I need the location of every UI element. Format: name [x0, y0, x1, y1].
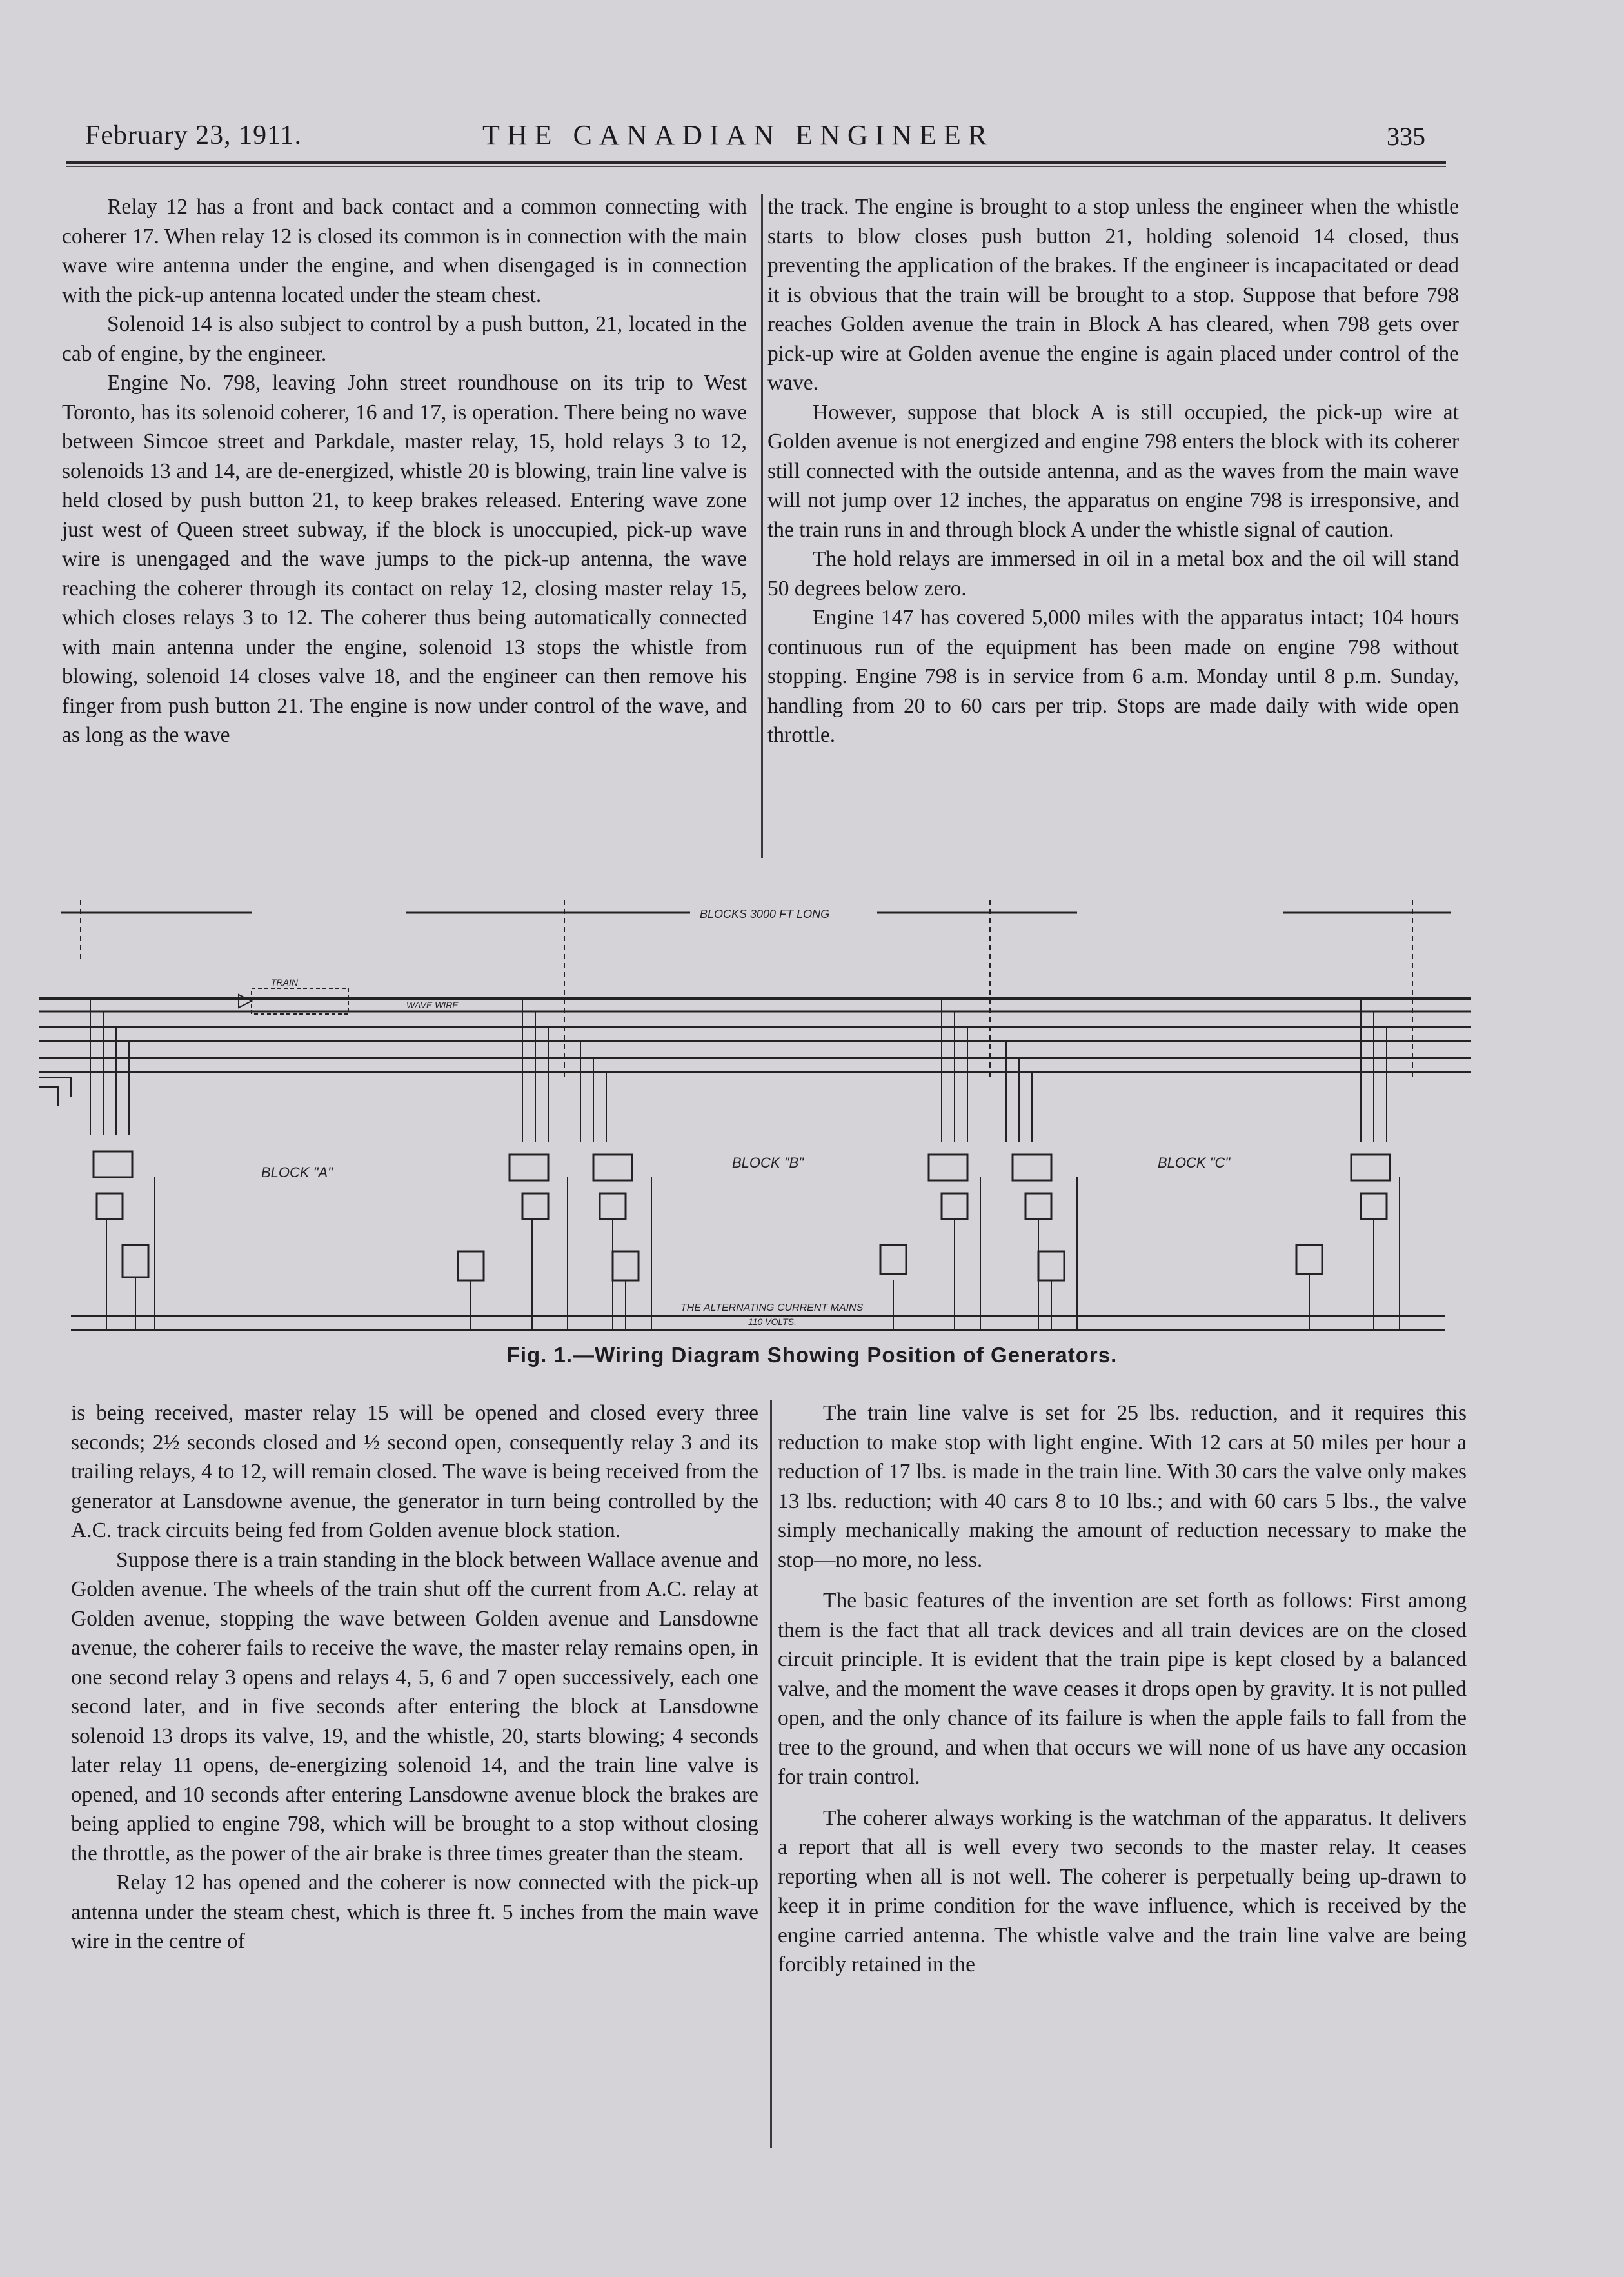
block-b-label: BLOCK "B"	[732, 1155, 804, 1171]
paragraph: Engine 147 has covered 5,000 miles with the apparatus intact; 104 hours continuous run of the equipment has been made on engine 798 without stopping. Engine 798 is in service from 6 a.m. Monday until 8 p.m. Sunday, handling from 20 to 60 cars per trip. Stops are made daily with wide open throttle.	[767, 606, 1459, 747]
paragraph: Engine No. 798, leaving John street roundhouse on its trip to West Toronto, has its solenoid coherer, 16 and 17, is operation. There being no wave between Simcoe street and Parkdale, master relay, 15, hold relays 3 to 12, solenoids 13 and 14, are de-energized, whistle 20 is blowing, train line valve is held closed by push button 21, to keep brakes released. Entering wave zone just west of Queen street subway, if the block is unoccupied, pick-up wave wire is unengaged and the wave jumps to the pick-up antenna, the wave reaching the coherer through its contact on relay 12, closing master relay 15, which closes relays 3 to 12. The coherer thus being automatically connected with main antenna under the engine, solenoid 13 stops the whistle from blowing, solenoid 14 closes valve 18, and the engineer can then remove his finger from push button 21. The engine is now under control of the wave, and as long as the wave	[62, 371, 747, 747]
column-divider	[761, 194, 763, 858]
page-number: 335	[1387, 122, 1425, 151]
paragraph: The basic features of the invention are set forth as follows: First among them is the fact that all track devices and all train devices are on the closed circuit principle. It is evident that the train pipe is kept closed by a balanced valve, and the moment the wave ceases it drops open by gravity. It is not pulled open, and the only chance of its failure is when the apple fails to fall from the tree to the ground, and when that occurs we will none of us have any occasion for train control.	[778, 1589, 1467, 1789]
page-header	[84, 115, 1438, 166]
paragraph: The train line valve is set for 25 lbs. reduction, and it requires this reduction to make stop with light engine. With 12 cars at 50 miles per hour a reduction of 17 lbs. is made in the train line. With 30 cars the valve only makes 13 lbs. reduction; with 40 cars 8 to 10 lbs.; and with 60 cars 5 lbs., the valve simply mechanically making the amount of reduction necessary to make the stop—no more, no less.	[778, 1401, 1467, 1572]
paragraph: Solenoid 14 is also subject to control by a push button, 21, located in the cab of engine, by the engineer.	[62, 312, 747, 366]
column-bottom-right	[778, 1398, 1467, 1980]
issue-date: February 23, 1911.	[85, 121, 302, 150]
column-top-right	[767, 192, 1459, 750]
column-bottom-left	[71, 1398, 758, 1956]
paragraph: Relay 12 has a front and back contact and a common connecting with coherer 17. When relay 12 is closed its common is in connection with the main wave wire antenna under the engine, and when disengaged is in connection with the pick-up antenna located under the steam chest.	[62, 195, 747, 307]
paragraph: is being received, master relay 15 will be opened and closed every three seconds; 2½ seconds closed and ½ second open, consequently relay 3 and its trailing relays, 4 to 12, will remain closed. The wave is being received from the generator at Lansdowne avenue, the generator in turn being controlled by the A.C. track circuits being fed from Golden avenue block station.	[71, 1401, 758, 1542]
figure-caption: Fig. 1.—Wiring Diagram Showing Position of Generators.	[506, 1343, 1118, 1367]
header-rule-thin	[66, 166, 1446, 167]
block-c-label: BLOCK "C"	[1158, 1155, 1231, 1171]
header-rule	[66, 161, 1446, 164]
blocks-length-label: BLOCKS 3000 FT LONG	[700, 908, 830, 920]
paragraph: The hold relays are immersed in oil in a metal box and the oil will stand 50 degrees below zero.	[767, 547, 1459, 601]
ac-mains-label: THE ALTERNATING CURRENT MAINS	[680, 1302, 864, 1313]
column-top-left	[62, 192, 747, 750]
paragraph: The coherer always working is the watchman of the apparatus. It delivers a report that all is well every two seconds to the master relay. It ceases reporting when all is not well. The coherer is perpetually being up-drawn to keep it in prime condition for the wave influence, which is received by the engine carried antenna. The whistle valve and the train line valve are being forcibly retained in the	[778, 1805, 1467, 1976]
volts-label: 110 VOLTS.	[748, 1317, 797, 1327]
wave-wire-label: WAVE WIRE	[406, 1000, 459, 1010]
paragraph: Suppose there is a train standing in the block between Wallace avenue and Golden avenue. The wheels of the train shut off the current from A.C. relay at Golden avenue, stopping the wave between Golden avenue and Lansdowne avenue, the coherer fails to receive the wave, the master relay remains open, in one second relay 3 opens and relays 4, 5, 6 and 7 open successively, each one second later, and in five seconds after entering the block at Lansdowne solenoid 13 drops its valve, 19, and the whistle, 20, starts blowing; 4 seconds later relay 11 opens, de-energizing solenoid 14, and the train line valve is opened, and 10 seconds after entering Lansdowne avenue block the brakes are being applied to engine 798, which will be brought to a stop without closing the throttle, as the power of the air brake is three times greater than the steam.	[71, 1547, 758, 1865]
paragraph: However, suppose that block A is still occupied, the pick-up wire at Golden avenue is not energized and engine 798 enters the block with its coherer still connected with the outside antenna, and as the waves from the main wave will not jump over 12 inches, the apparatus on engine 798 is irresponsive, and the train runs in and through block A under the whistle signal of caution.	[767, 400, 1459, 542]
wiring-diagram	[32, 884, 1477, 1348]
column-divider	[770, 1400, 772, 2148]
journal-title: THE CANADIAN ENGINEER	[482, 119, 995, 151]
train-label: TRAIN	[271, 977, 298, 988]
block-a-label: BLOCK "A"	[261, 1164, 333, 1180]
paragraph: Relay 12 has opened and the coherer is now connected with the pick-up antenna under the steam chest, which is three ft. 5 inches from the main wave wire in the centre of	[71, 1871, 758, 1953]
paragraph: the track. The engine is brought to a stop unless the engineer when the whistle starts to blow closes push button 21, holding solenoid 14 closed, thus preventing the application of the brakes. If the engineer is incapacitated or dead it is obvious that the train will be brought to a stop. Suppose that before 798 reaches Golden avenue the train in Block A has cleared, when 798 gets over pick-up wire at Golden avenue the engine is again placed under control of the wave.	[767, 195, 1459, 395]
